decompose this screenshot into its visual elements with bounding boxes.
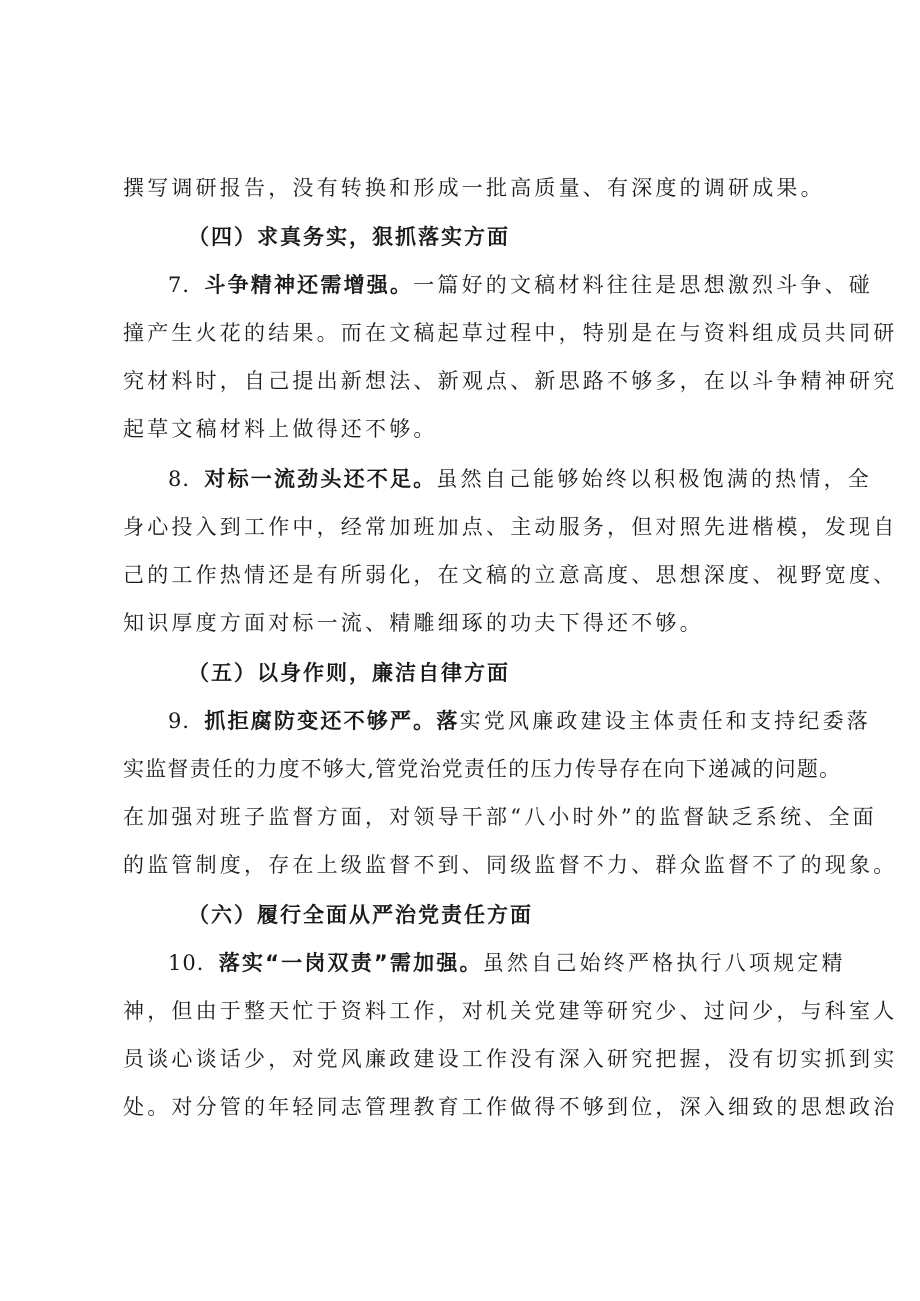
item-text: 一篇好的文稿材料往往是思想激烈斗争、碰	[413, 273, 873, 297]
section-heading-6: （六）履行全面从严治党责任方面	[188, 903, 533, 927]
paragraph-line: 在加强对班子监督方面，对领导干部“八小时外”的监督缺乏系统、全面	[123, 805, 877, 829]
item-number: 9．	[168, 709, 205, 733]
item-text: 实党风廉政建设主体责任和支持纪委落	[459, 709, 871, 733]
paragraph-line: 处。对分管的年轻同志管理教育工作做得不够到位，深入细致的思想政治	[123, 1095, 898, 1119]
item-title: 抓拒腐防变还不够严。落	[204, 709, 460, 733]
paragraph-line: 己的工作热情还是有所弱化，在文稿的立意高度、思想深度、视野宽度、	[123, 563, 898, 587]
section-heading-4: （四）求真务实，狠抓落实方面	[188, 225, 510, 249]
paragraph-10-line-1	[168, 939, 846, 987]
paragraph-line: 身心投入到工作中，经常加班加点、主动服务，但对照先进楷模，发现自	[123, 515, 898, 539]
paragraph-line: 的监管制度，存在上级监督不到、同级监督不力、群众监督不了的现象。	[123, 853, 898, 877]
paragraph-9-line-1	[168, 697, 871, 745]
paragraph-7-line-1	[168, 261, 873, 309]
paragraph-line: 撰写调研报告，没有转换和形成一批高质量、有深度的调研成果。	[123, 176, 825, 200]
paragraph-8-line-1	[168, 455, 872, 503]
section-heading-5: （五）以身作则，廉洁自律方面	[188, 661, 510, 685]
item-text: 虽然自己始终严格执行八项规定精	[482, 951, 846, 975]
paragraph-line: 起草文稿材料上做得还不够。	[123, 417, 438, 441]
item-text: 虽然自己能够始终以积极饱满的热情，全	[436, 467, 872, 491]
item-title: 落实“一岗双责”需加强。	[218, 951, 483, 975]
item-title: 对标一流劲头还不足。	[204, 467, 437, 491]
item-number: 8．	[168, 467, 205, 491]
paragraph-line: 神，但由于整天忙于资料工作，对机关党建等研究少、过问少，与科室人	[123, 999, 898, 1023]
paragraph-line: 知识厚度方面对标一流、精雕细琢的功夫下得还不够。	[123, 611, 704, 635]
paragraph-line: 撞产生火花的结果。而在文稿起草过程中，特别是在与资料组成员共同研	[123, 321, 898, 345]
item-number: 10．	[168, 951, 219, 975]
paragraph-line: 实监督责任的力度不够大,管党治党责任的压力传导存在向下递减的问题。	[123, 757, 842, 781]
item-number: 7．	[168, 273, 205, 297]
paragraph-line: 员谈心谈话少，对党风廉政建设工作没有深入研究把握，没有切实抓到实	[123, 1047, 898, 1071]
paragraph-line: 究材料时，自己提出新想法、新观点、新思路不够多，在以斗争精神研究	[123, 369, 898, 393]
item-title: 斗争精神还需增强。	[204, 273, 414, 297]
